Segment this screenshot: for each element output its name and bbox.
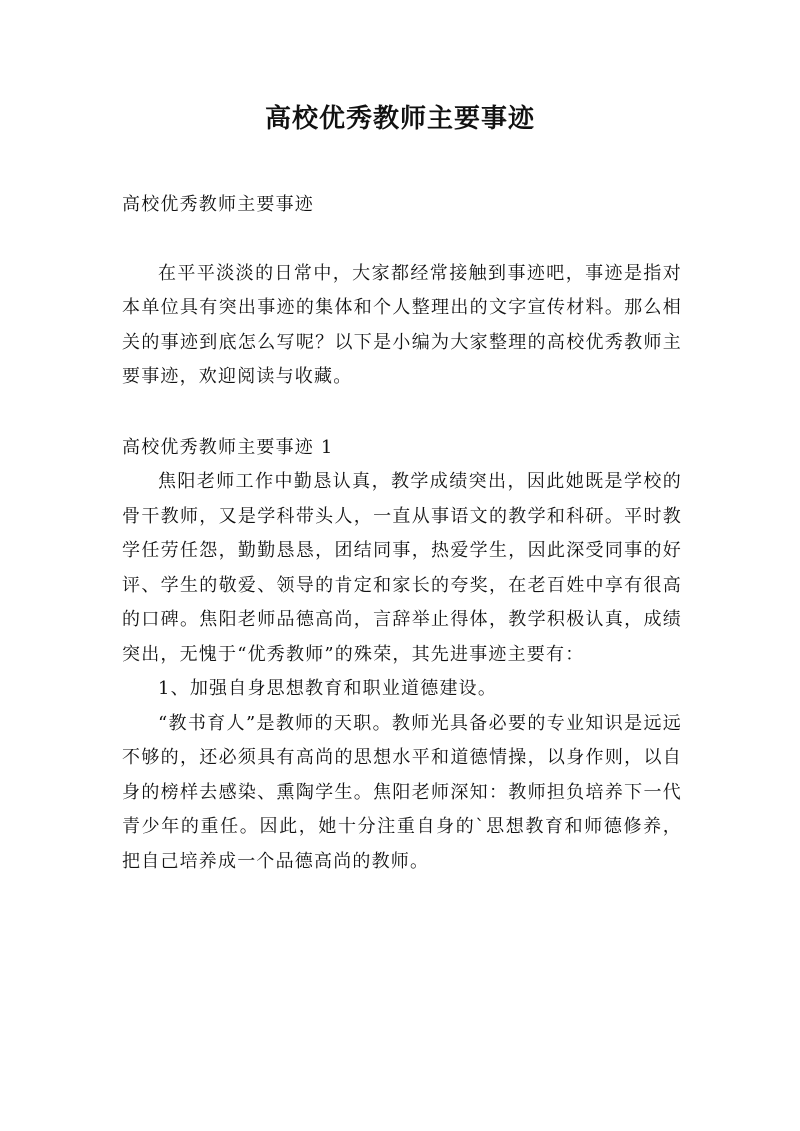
document-subtitle: 高校优秀教师主要事迹 (122, 194, 314, 215)
document-body (122, 188, 682, 879)
section-heading: 高校优秀教师主要事迹 1 (122, 436, 334, 458)
intro-paragraph: 在平平淡淡的日常中，大家都经常接触到事迹吧，事迹是指对本单位具有突出事迹的集体和个人整理出的文字宣传材料。那么相关的事迹到底怎么写呢？以下是小编为大家整理的高校优秀教师主要事迹，欢迎阅读与收藏。 (122, 262, 682, 387)
body-paragraph: 焦阳老师工作中勤恳认真，教学成绩突出，因此她既是学校的骨干教师，又是学科带头人，一直从事语文的教学和科研。平时教学任劳任怨，勤勤恳恳，团结同事，热爱学生，因此深受同事的好评、学生的敬爱、领导的肯定和家长的夸奖，在老百姓中享有很高的口碑。焦阳老师品德高尚，言辞举止得体，教学积极认真，成绩突出，无愧于“优秀教师”的殊荣，其先进事迹主要有： (122, 471, 682, 665)
document-title: 高校优秀教师主要事迹 (264, 104, 535, 134)
body-paragraph: “教书育人”是教师的天职。教师光具备必要的专业知识是远远不够的，还必须具有高尚的思想水平和道德情操，以身作则，以自身的榜样去感染、熏陶学生。焦阳老师深知：教师担负培养下一代青少年的重任。因此，她十分注重自身的`思想教育和师德修养，把自己培养成一个品德高尚的教师。 (122, 712, 682, 872)
point-heading: 1、加强自身思想教育和职业道德建设。 (158, 678, 498, 699)
